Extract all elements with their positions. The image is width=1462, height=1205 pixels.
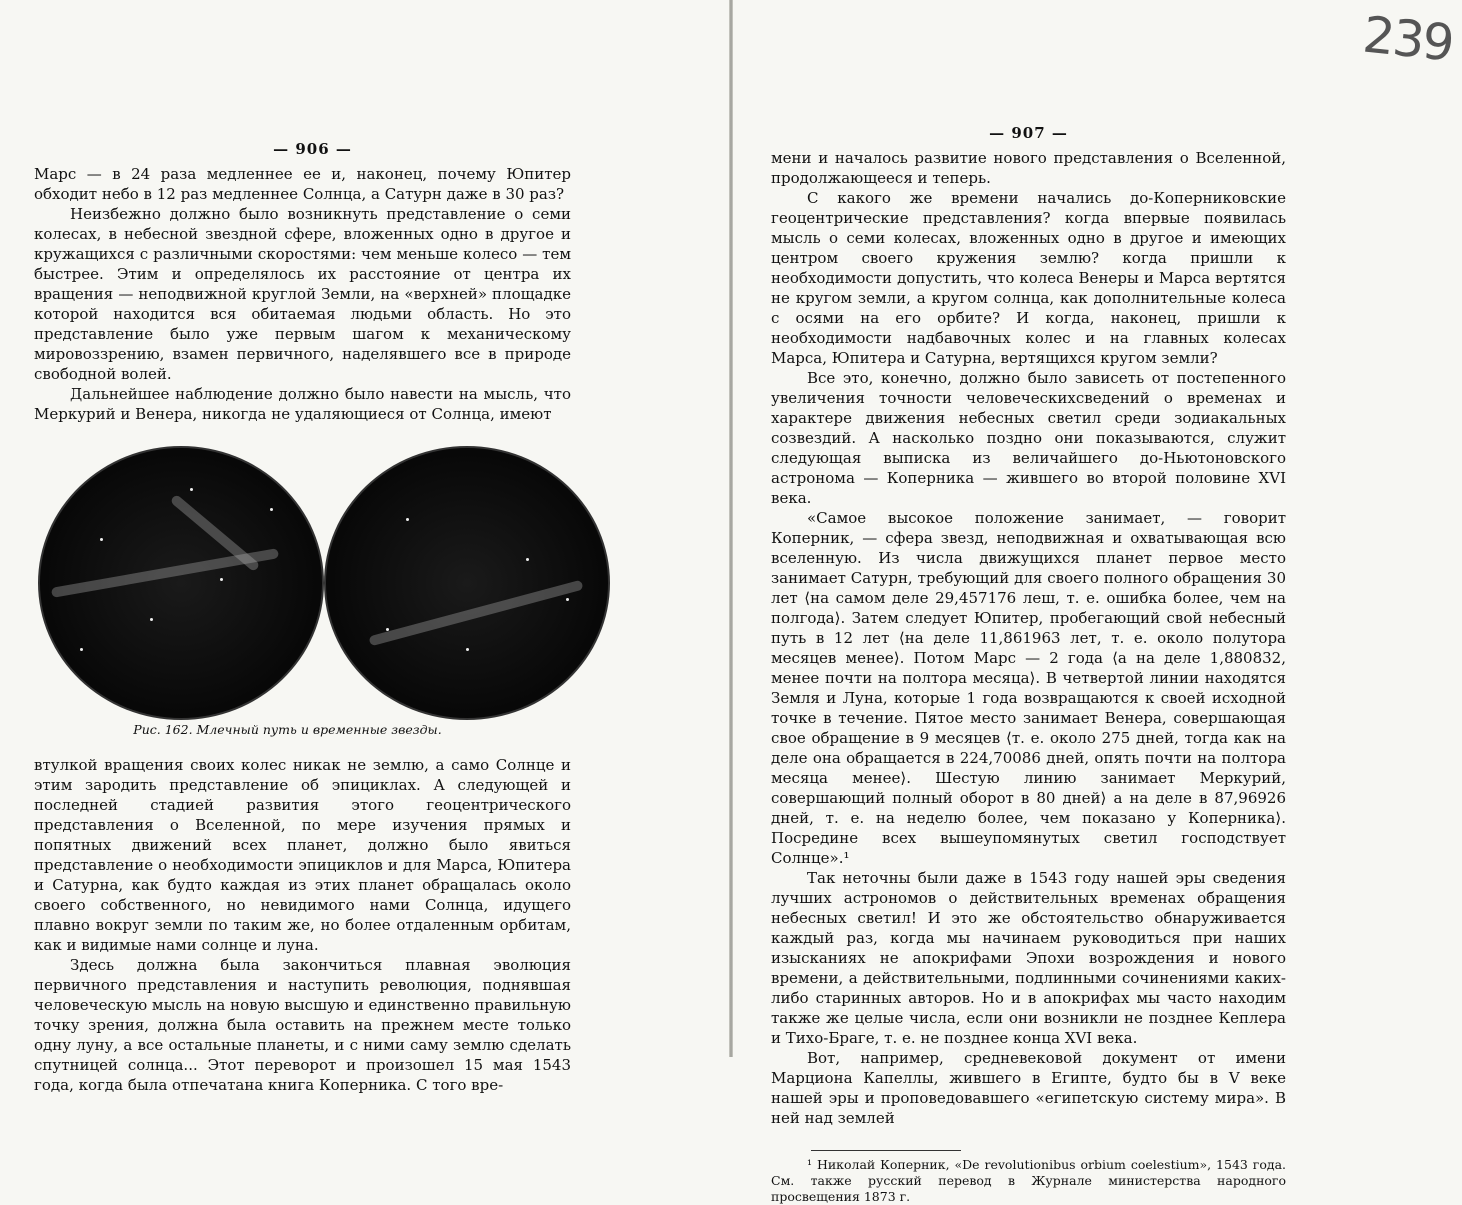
left-paragraph-4: втулкой вращения своих колес никак не землю, а само Солнце и этим зародить представление об эпициклах. А следующей и последней стадией развития этого геоцентрического представления о Вселенной, по мере изучения прямых и попятных движений всех планет, должно было явиться представление о необходимости эпициклов и для Марса, Юпитера и Сатурна, как будто каждая из этих планет обращалась около своего собственного, но невидимого нами Солнца, идущего плавно вокруг земли по таким же, но более отдаленным орбитам, как и видимые нами солнце и луна. bbox=[34, 756, 571, 954]
right-paragraph-3: Все это, конечно, должно было зависеть от постепенного увеличения точности человеческихсведений о временах и характере движения небесных светил среди зодиакальных созвездий. А насколько поздно они показываются, служит следующая выписка из величайшего до-Ньютоновского астронома — Коперника — жившего во второй половине XVI века. bbox=[771, 369, 1286, 507]
right-hemisphere-map bbox=[324, 446, 610, 720]
figure-caption: Рис. 162. Млечный путь и временные звезды. bbox=[133, 722, 442, 737]
footnote-rule bbox=[811, 1150, 961, 1151]
left-hemisphere-map bbox=[38, 446, 324, 720]
milky-way-figure bbox=[34, 446, 604, 716]
left-paragraph-2: Неизбежно должно было возникнуть представление о семи колесах, в небесной звездной сфере, вложенных одно в другое и кружащихся с различными скоростями: чем меньше колесо — тем быстрее. Этим и определялось их расстояние от центра их вращения — неподвижной круглой Земли, на «верхней» площадке которой находится вся обитаемая людьми область. Но это представление было уже первым шагом к механическому мировоззрению, взамен первичного, наделявшего все в природе свободной волей. bbox=[34, 205, 571, 383]
left-paragraph-1: Марс — в 24 раза медленнее ее и, наконец, почему Юпитер обходит небо в 12 раз медленнее Солнца, а Сатурн даже в 30 раз? bbox=[34, 165, 571, 203]
left-paragraph-5: Здесь должна была закончиться плавная эволюция первичного представления и наступить революция, поднявшая человеческую мысль на новую высшую и единственно правильную точку зрения, должна была оставить на прежнем месте только одну луну, а все остальные планеты, и с ними саму землю сделать спутницей солнца... Этот переворот и произошел 15 мая 1543 года, когда была отпечатана книга Коперника. С того вре- bbox=[34, 956, 571, 1094]
left-page bbox=[0, 0, 731, 1094]
handwritten-page-number: 239 bbox=[1359, 5, 1455, 73]
right-paragraph-5: Так неточны были даже в 1543 году нашей эры сведения лучших астрономов о действительных временах обращения небесных светил! И это же обстоятельство обнаруживается каждый раз, когда мы начинаем руководиться при наших изысканиях не апокрифами Эпохи возрождения и нового времени, а действительными, подлинными сочинениями каких-либо старинных авторов. Но и в апокрифах мы часто находим также же целые числа, если они возникли не позднее Кеплера и Тихо-Браге, т. е. не позднее конца XVI века. bbox=[771, 869, 1286, 1047]
right-page bbox=[731, 0, 1462, 1204]
right-paragraph-4: «Самое высокое положение занимает, — говорит Коперник, — сфера звезд, неподвижная и охватывающая всю вселенную. Из числа движущихся планет первое место занимает Сатурн, требующий для своего полного обращения 30 лет ⟨на самом деле 29,457176 леш, т. е. ошибка более, чем на полгода⟩. Затем следует Юпитер, пробегающий свой небесный путь в 12 лет ⟨на деле 11,861963 лет, т. е. около полутора месяцев менее⟩. Потом Марс — 2 года ⟨а на деле 1,880832, менее почти на полтора месяца⟩. В четвертой линии находятся Земля и Луна, которые 1 года возвращаются к своей исходной точке в течение. Пятое место занимает Венера, совершающая свое обращение в 9 месяцев ⟨т. е. около 275 дней, тогда как на деле она обращается в 224,70086 дней, опять почти на полтора месяца менее⟩. Шестую линию занимает Меркурий, совершающий полный оборот в 80 дней⟩ а на деле в 87,96926 дней, т. е. на неделю более, чем показано у Коперника⟩. Посредине всех вышеупомянутых светил господствует Солнце».¹ bbox=[771, 509, 1286, 867]
left-paragraph-3: Дальнейшее наблюдение должно было навести на мысль, что Меркурий и Венера, никогда не удаляющиеся от Солнца, имеют bbox=[34, 385, 571, 423]
left-page-number: — 906 — bbox=[273, 140, 352, 158]
footnote: ¹ Николай Коперник, «De revolutionibus orbium coelestium», 1543 года. См. также русский перевод в Журнале министерства народного просвещения 1873 г. bbox=[771, 1157, 1286, 1204]
right-page-number: — 907 — bbox=[989, 124, 1068, 142]
right-paragraph-2: С какого же времени начались до-Коперниковские геоцентрические представления? когда впервые появилась мысль о семи колесах, вложенных одно в другое и имеющих центром своего кружения землю? когда пришли к необходимости допустить, что колеса Венеры и Марса вертятся не кругом земли, а кругом солнца, как дополнительные колеса с осями на его орбите? И когда, наконец, пришли к необходимости надбавочных колес и на главных колесах Марса, Юпитера и Сатурна, вертящихся кругом земли? bbox=[771, 189, 1286, 367]
right-paragraph-6: Вот, например, средневековой документ от имени Марциона Капеллы, жившего в Египте, будто бы в V веке нашей эры и проповедовавшего «египетскую систему мира». В ней над землей bbox=[771, 1049, 1286, 1127]
right-paragraph-1: мени и началось развитие нового представления о Вселенной, продолжающееся и теперь. bbox=[771, 149, 1286, 187]
